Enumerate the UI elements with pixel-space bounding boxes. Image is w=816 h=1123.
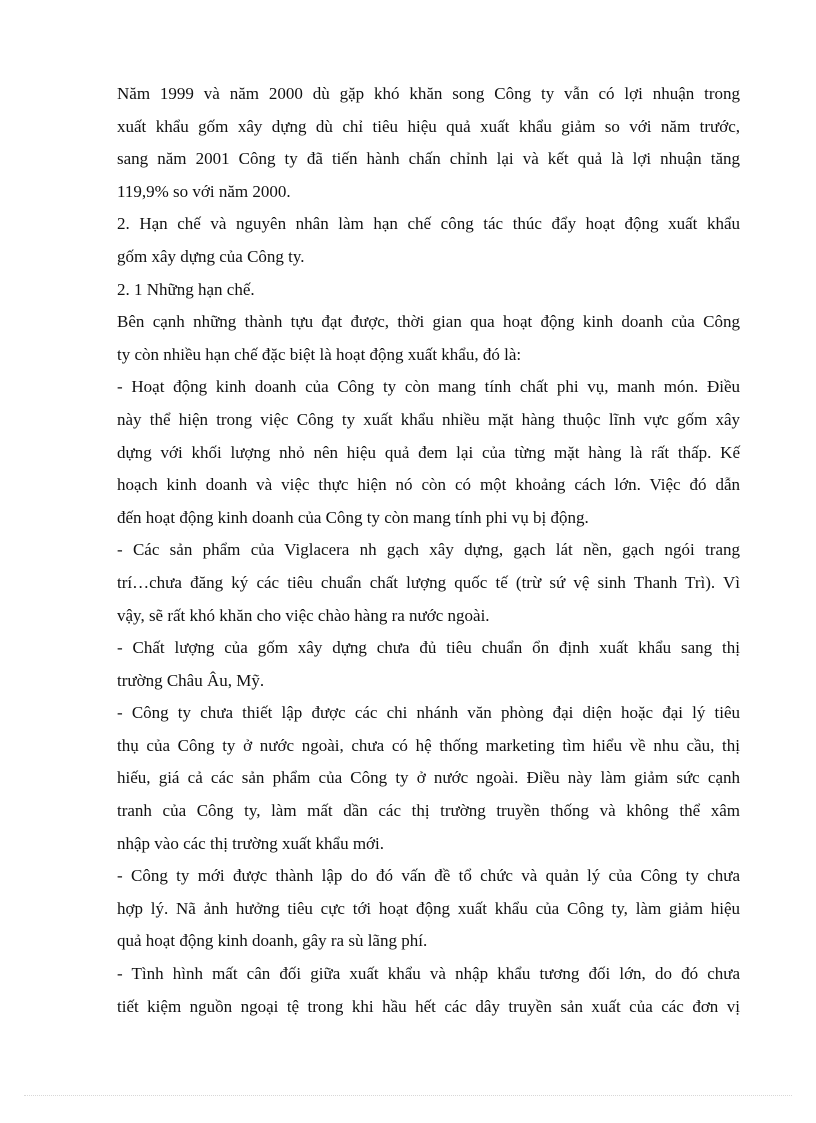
text-line: sang năm 2001 Công ty đã tiến hành chấn chỉnh lại và kết quả là lợi nhuận tăng <box>117 149 740 169</box>
text-line: Bên cạnh những thành tựu đạt được, thời gian qua hoạt động kinh doanh của Công <box>117 312 740 332</box>
bullet-line: - Tình hình mất cân đối giữa xuất khẩu và nhập khẩu tương đối lớn, do đó chưa <box>117 964 740 984</box>
bullet-line: - Các sản phẩm của Viglacera nh gạch xây dựng, gạch lát nền, gạch ngói trang <box>117 540 740 560</box>
page-bottom-divider <box>24 1095 792 1096</box>
text-line: quả hoạt động kinh doanh, gây ra sù lãng phí. <box>117 931 428 951</box>
text-line: dựng với khối lượng nhỏ nên hiệu quả đem lại của từng mặt hàng là rất thấp. Kế <box>117 442 740 462</box>
section-heading: 2. Hạn chế và nguyên nhân làm hạn chế công tác thúc đẩy hoạt động xuất khẩu <box>117 214 740 234</box>
text-line: đến hoạt động kinh doanh của Công ty còn mang tính phi vụ bị động. <box>117 507 589 527</box>
text-line: trường Châu Âu, Mỹ. <box>117 670 265 690</box>
text-line: ty còn nhiều hạn chế đặc biệt là hoạt động xuất khẩu, đó là: <box>117 344 522 364</box>
text-line: hợp lý. Nã ảnh hưởng tiêu cực tới hoạt động xuất khẩu của Công ty, làm giảm hiệu <box>117 898 740 918</box>
bullet-line: - Chất lượng của gốm xây dựng chưa đủ tiêu chuẩn ổn định xuất khẩu sang thị <box>117 638 740 658</box>
text-line: tranh của Công ty, làm mất dần các thị trường truyền thống và không thể xâm <box>117 801 740 821</box>
text-line: hiếu, giá cả các sản phẩm của Công ty ở nước ngoài. Điều này làm giảm sức cạnh <box>117 768 740 788</box>
text-line: trí…chưa đăng ký các tiêu chuẩn chất lượng quốc tế (trừ sứ vệ sinh Thanh Trì). Vì <box>117 572 740 592</box>
text-line: Năm 1999 và năm 2000 dù gặp khó khăn song Công ty vẫn có lợi nhuận trong <box>117 84 740 103</box>
bullet-line: - Hoạt động kinh doanh của Công ty còn mang tính chất phi vụ, manh món. Điều <box>117 377 740 397</box>
subsection-heading: 2. 1 Những hạn chế. <box>117 279 255 299</box>
text-line: thụ của Công ty ở nước ngoài, chưa có hệ thống marketing tìm hiểu về nhu cầu, thị <box>117 735 740 755</box>
text-line: xuất khẩu gốm xây dựng dù chỉ tiêu hiệu quả xuất khẩu giảm so với năm trước, <box>117 116 740 136</box>
text-line: này thể hiện trong việc Công ty xuất khẩu nhiều mặt hàng thuộc lĩnh vực gốm xây <box>117 409 740 429</box>
bullet-line: - Công ty chưa thiết lập được các chi nhánh văn phòng đại diện hoặc đại lý tiêu <box>117 703 740 723</box>
section-heading: gốm xây dựng của Công ty. <box>117 246 305 266</box>
text-line: hoạch kinh doanh và việc thực hiện nó còn có một khoảng cách lớn. Việc đó dẫn <box>117 475 740 495</box>
text-line: nhập vào các thị trường xuất khẩu mới. <box>117 833 385 853</box>
text-line: 119,9% so với năm 2000. <box>117 181 291 201</box>
document-body <box>117 78 740 1023</box>
text-line: tiết kiệm nguồn ngoại tệ trong khi hầu hết các dây truyền sản xuất của các đơn vị <box>117 996 740 1016</box>
text-line: vậy, sẽ rất khó khăn cho việc chào hàng ra nước ngoài. <box>117 605 490 625</box>
bullet-line: - Công ty mới được thành lập do đó vấn đề tổ chức và quản lý của Công ty chưa <box>117 866 740 886</box>
